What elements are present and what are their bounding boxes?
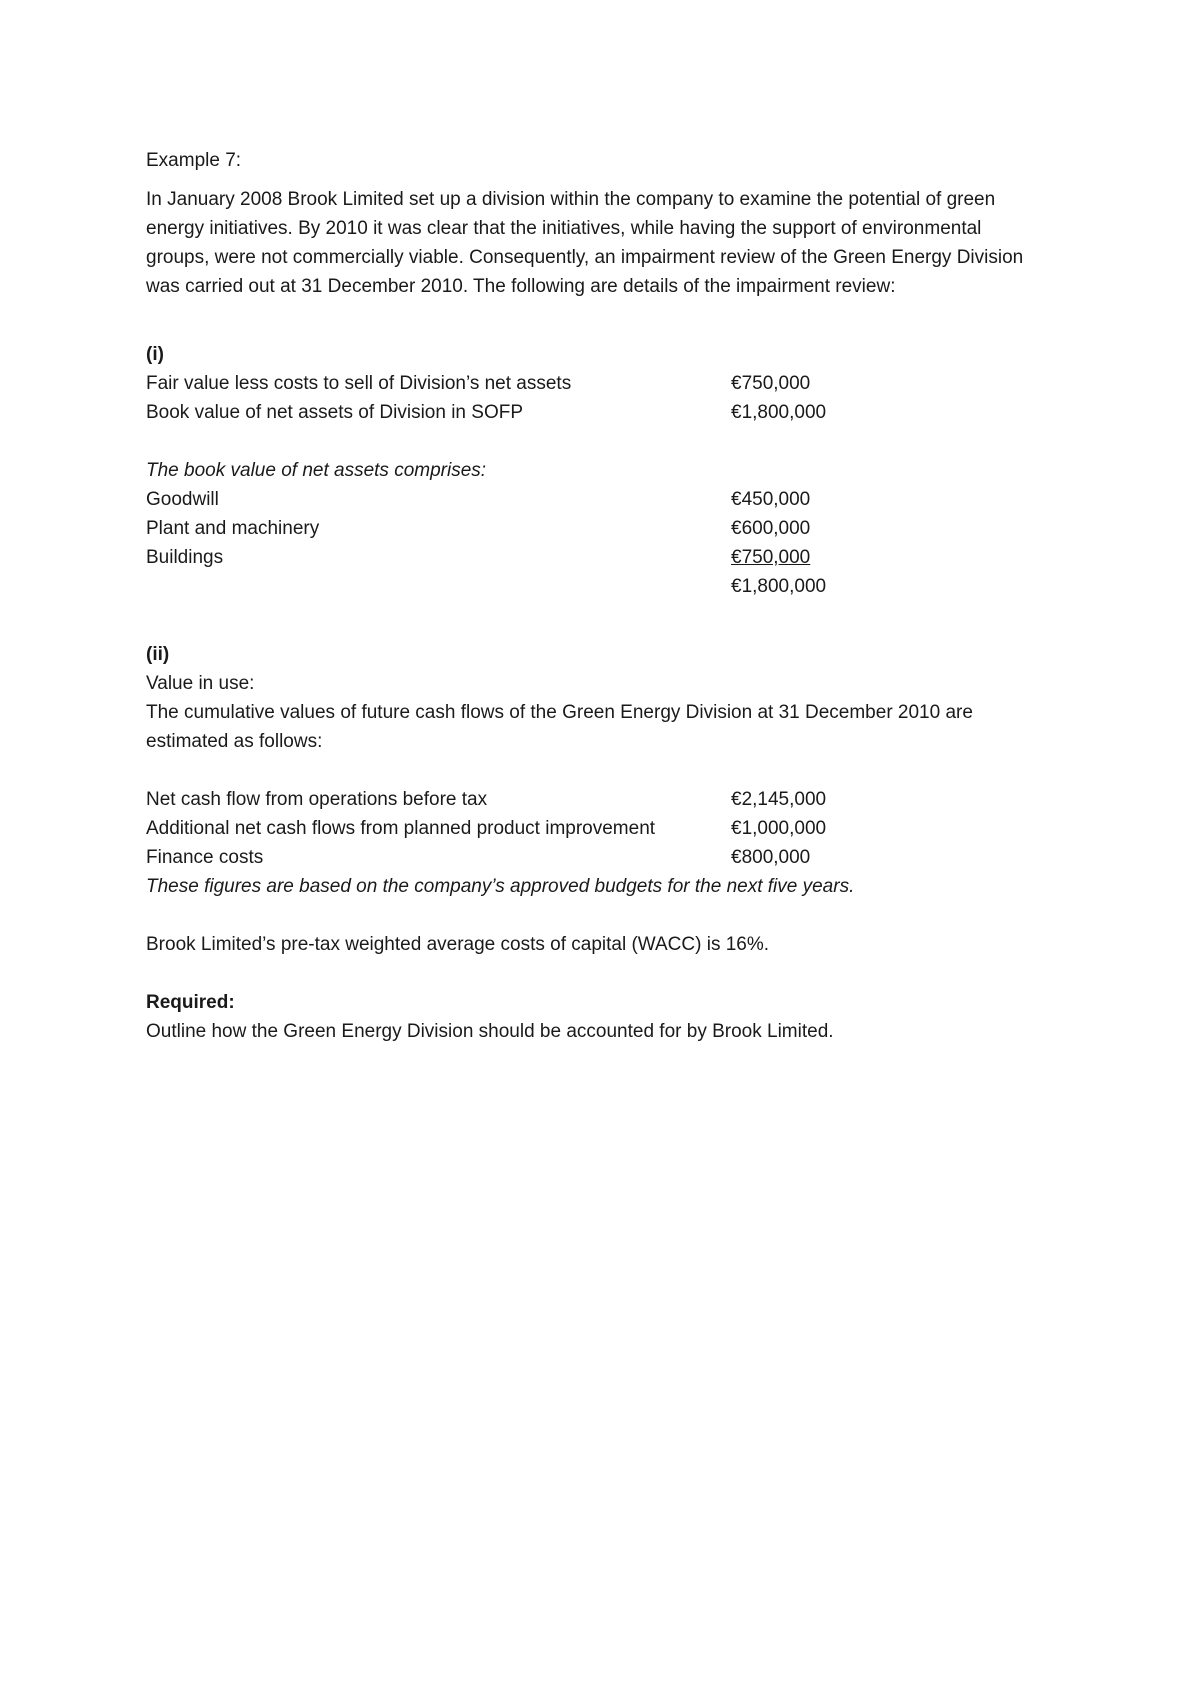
row-amount: €2,145,000 xyxy=(731,789,827,810)
buildings-row xyxy=(146,543,1046,572)
part-ii-label: (ii) xyxy=(146,644,170,665)
row-amount: €1,800,000 xyxy=(731,402,827,423)
comprises-label: The book value of net assets comprises: xyxy=(146,460,487,481)
row-label: Net cash flow from operations before tax xyxy=(146,789,488,810)
row-label: Goodwill xyxy=(146,489,219,510)
row-label: Book value of net assets of Division in SOFP xyxy=(146,402,524,423)
book-value-row xyxy=(146,398,1046,427)
part-i-label: (i) xyxy=(146,344,164,365)
row-amount: €1,000,000 xyxy=(731,818,827,839)
plant-row xyxy=(146,514,1046,543)
row-label: Additional net cash flows from planned product improvement xyxy=(146,818,656,839)
cash-flow-description: The cumulative values of future cash flows of the Green Energy Division at 31 December 2010 are estimated as follows: xyxy=(146,702,973,752)
document-page xyxy=(146,146,1046,1046)
wacc-statement: Brook Limited’s pre-tax weighted average costs of capital (WACC) is 16%. xyxy=(146,934,770,955)
row-amount: €600,000 xyxy=(731,518,811,539)
total-amount: €1,800,000 xyxy=(731,576,827,597)
row-label: Finance costs xyxy=(146,847,264,868)
required-label: Required: xyxy=(146,992,235,1013)
fair-value-row xyxy=(146,369,1046,398)
row-label: Fair value less costs to sell of Division’s net assets xyxy=(146,373,572,394)
row-amount: €800,000 xyxy=(731,847,811,868)
row-amount: €750,000 xyxy=(731,373,811,394)
value-in-use-label: Value in use: xyxy=(146,673,255,694)
goodwill-row xyxy=(146,485,1046,514)
row-label: Buildings xyxy=(146,547,224,568)
required-text: Outline how the Green Energy Division should be accounted for by Brook Limited. xyxy=(146,1021,834,1042)
budget-note: These figures are based on the company’s approved budgets for the next five years. xyxy=(146,876,855,897)
example-heading: Example 7: xyxy=(146,150,242,171)
row-label: Plant and machinery xyxy=(146,518,320,539)
total-row xyxy=(146,572,1046,601)
row-amount: €750,000 xyxy=(731,547,811,568)
additional-cash-flow-row xyxy=(146,814,1046,843)
net-cash-flow-row xyxy=(146,785,1046,814)
intro-paragraph: In January 2008 Brook Limited set up a division within the company to examine the potential of green energy initiatives. By 2010 it was clear that the initiatives, while having the support of environmental groups, were not commercially viable. Consequently, an impairment review of the Green Energy Division was carried out at 31 December 2010. The following are details of the impairment review: xyxy=(146,189,1024,297)
row-amount: €450,000 xyxy=(731,489,811,510)
finance-costs-row xyxy=(146,843,1046,872)
